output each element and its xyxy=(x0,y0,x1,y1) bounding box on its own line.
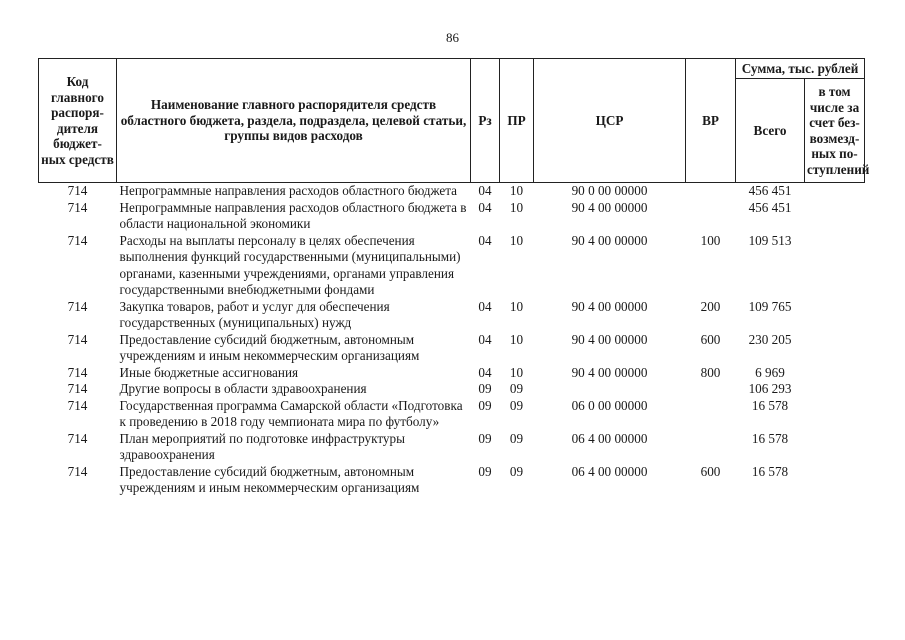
cell-vr: 600 xyxy=(700,463,721,479)
cell-rz: 04 xyxy=(478,183,492,198)
cell-free xyxy=(805,431,865,464)
cell-rz: 09 xyxy=(478,381,492,396)
cell-total: 16 578 xyxy=(751,463,789,479)
cell-free xyxy=(805,200,865,233)
cell-code: 714 xyxy=(67,397,88,413)
header-free: в том числе за счет без-возмезд-ных по-ступлений xyxy=(805,79,865,183)
table-row xyxy=(39,398,865,431)
header-code: Код главного распоря-дителя бюджет-ных средств xyxy=(39,59,117,183)
cell-total: 456 451 xyxy=(748,199,792,215)
cell-code: 714 xyxy=(67,331,88,347)
cell-pr: 09 xyxy=(509,397,524,413)
cell-vr xyxy=(686,183,736,200)
cell-free xyxy=(805,365,865,382)
cell-vr xyxy=(686,200,736,233)
table-row xyxy=(39,365,865,382)
cell-code: 714 xyxy=(67,430,88,446)
cell-name: Предоставление субсидий бюджетным, автономным учреждениям и иным некоммерческим организациям xyxy=(119,463,420,495)
budget-table xyxy=(38,58,870,497)
cell-name: Непрограммные направления расходов областного бюджета xyxy=(119,183,458,198)
cell-vr: 200 xyxy=(700,298,721,314)
table-row xyxy=(39,431,865,464)
cell-csr: 06 4 00 00000 xyxy=(571,430,648,446)
cell-rz: 04 xyxy=(478,331,492,347)
cell-vr xyxy=(686,398,736,431)
header-vr: ВР xyxy=(686,59,736,183)
cell-pr: 09 xyxy=(509,463,524,479)
cell-rz: 09 xyxy=(478,430,492,446)
cell-name: Предоставление субсидий бюджетным, автономным учреждениям и иным некоммерческим организациям xyxy=(119,331,420,363)
cell-code: 714 xyxy=(67,364,88,380)
cell-name: Другие вопросы в области здравоохранения xyxy=(119,381,367,396)
header-total: Всего xyxy=(736,79,805,183)
cell-rz: 04 xyxy=(478,298,492,314)
cell-rz: 04 xyxy=(478,364,492,380)
header-csr: ЦСР xyxy=(534,59,686,183)
cell-pr: 09 xyxy=(509,381,524,396)
table-row xyxy=(39,381,865,398)
cell-rz: 04 xyxy=(478,232,492,248)
cell-pr: 10 xyxy=(509,232,524,248)
cell-rz: 04 xyxy=(478,199,492,215)
cell-name: План мероприятий по подготовке инфраструктуры здравоохранения xyxy=(119,430,405,462)
cell-csr: 90 4 00 00000 xyxy=(571,298,648,314)
header-rz: Рз xyxy=(471,59,500,183)
cell-name: Иные бюджетные ассигнования xyxy=(119,364,299,380)
cell-rz: 09 xyxy=(478,463,492,479)
cell-code: 714 xyxy=(67,298,88,314)
table-header xyxy=(39,59,870,183)
cell-code: 714 xyxy=(67,381,88,396)
cell-vr: 600 xyxy=(700,331,721,347)
cell-code: 714 xyxy=(67,183,88,198)
cell-code: 714 xyxy=(67,199,88,215)
table-row xyxy=(39,233,865,299)
cell-name: Закупка товаров, работ и услуг для обеспечения государственных (муниципальных) нужд xyxy=(119,298,390,330)
table-body xyxy=(39,183,865,497)
cell-rz: 09 xyxy=(478,397,492,413)
cell-pr: 10 xyxy=(509,364,524,380)
page-number: 86 xyxy=(446,30,459,45)
cell-pr: 10 xyxy=(509,183,524,198)
header-name: Наименование главного распорядителя средств областного бюджета, раздела, подраздела, целевой статьи, группы видов расходов xyxy=(117,59,471,183)
cell-free xyxy=(805,332,865,365)
cell-free xyxy=(805,183,865,200)
header-pr: ПР xyxy=(500,59,534,183)
cell-free xyxy=(805,299,865,332)
cell-total: 106 293 xyxy=(748,381,792,396)
cell-pr: 10 xyxy=(509,199,524,215)
cell-total: 109 765 xyxy=(748,298,792,314)
cell-free xyxy=(805,464,865,497)
cell-free xyxy=(805,233,865,299)
cell-csr: 06 4 00 00000 xyxy=(571,463,648,479)
cell-name: Расходы на выплаты персоналу в целях обеспечения выполнения функций государственными (муниципальными) органами, казенными учреждениями, органами управления государственными внебюджетными фондами xyxy=(119,232,461,297)
cell-name: Непрограммные направления расходов областного бюджета в области национальной экономики xyxy=(119,199,467,231)
cell-total: 230 205 xyxy=(748,331,792,347)
cell-total: 6 969 xyxy=(755,364,785,380)
table-row xyxy=(39,332,865,365)
table-row xyxy=(39,183,865,200)
cell-vr: 800 xyxy=(700,364,721,380)
cell-code: 714 xyxy=(67,232,88,248)
cell-csr: 90 0 00 00000 xyxy=(571,183,648,198)
cell-name: Государственная программа Самарской области «Подготовка к проведению в 2018 году чемпионата мира по футболу» xyxy=(119,397,463,429)
cell-vr xyxy=(686,381,736,398)
cell-total: 16 578 xyxy=(751,430,789,446)
cell-free xyxy=(805,398,865,431)
cell-total: 16 578 xyxy=(751,397,789,413)
cell-csr xyxy=(534,381,686,398)
cell-pr: 10 xyxy=(509,298,524,314)
table-row xyxy=(39,299,865,332)
table-row xyxy=(39,464,865,497)
cell-csr: 06 0 00 00000 xyxy=(571,397,648,413)
cell-pr: 09 xyxy=(509,430,524,446)
cell-csr: 90 4 00 00000 xyxy=(571,331,648,347)
cell-total: 109 513 xyxy=(748,232,792,248)
cell-csr: 90 4 00 00000 xyxy=(571,199,648,215)
cell-free xyxy=(805,381,865,398)
cell-vr: 100 xyxy=(700,232,721,248)
cell-pr: 10 xyxy=(509,331,524,347)
cell-csr: 90 4 00 00000 xyxy=(571,364,648,380)
header-sum: Сумма, тыс. рублей xyxy=(736,59,865,79)
cell-code: 714 xyxy=(67,463,88,479)
cell-vr xyxy=(686,431,736,464)
table-row xyxy=(39,200,865,233)
cell-csr: 90 4 00 00000 xyxy=(571,232,648,248)
cell-total: 456 451 xyxy=(748,183,792,198)
